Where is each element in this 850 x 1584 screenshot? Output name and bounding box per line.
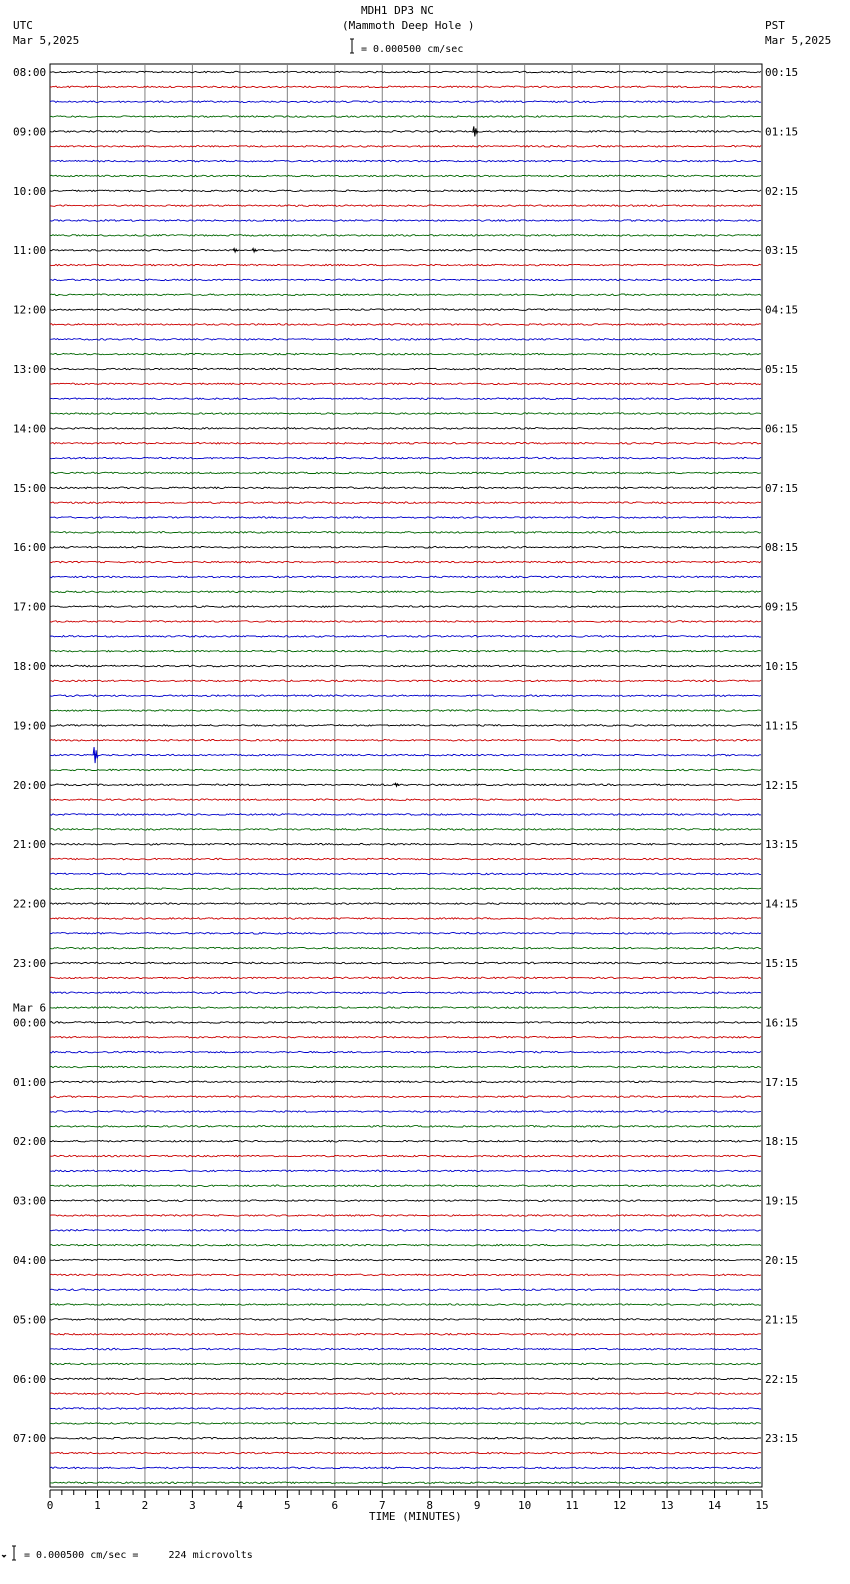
seismic-trace	[50, 220, 761, 222]
utc-hour-label: 13:00	[13, 363, 47, 376]
seismic-trace	[50, 1482, 761, 1484]
pst-hour-label: 04:15	[765, 303, 799, 317]
seismic-trace	[50, 1363, 761, 1365]
x-tick-label: 11	[565, 1499, 579, 1512]
utc-hour-label: 15:00	[13, 481, 47, 495]
pst-hour-label: 22:15	[765, 1372, 799, 1386]
seismic-trace	[50, 1274, 761, 1276]
x-tick-label: 10	[518, 1499, 532, 1512]
seismic-trace	[50, 1185, 761, 1187]
footer-scale-label: = 0.000500 cm/sec = 224 microvolts	[24, 1550, 253, 1561]
pst-hour-label: 07:15	[765, 481, 799, 495]
seismic-trace	[50, 131, 761, 133]
seismic-trace	[50, 1334, 761, 1336]
seismic-trace	[50, 235, 761, 237]
seismic-trace	[50, 710, 761, 712]
seismic-trace	[50, 175, 761, 177]
seismic-trace	[50, 368, 761, 370]
seismic-trace	[50, 1437, 761, 1439]
seismic-trace	[50, 1200, 761, 1202]
seismic-trace	[50, 665, 761, 667]
pst-hour-label: 17:15	[765, 1075, 799, 1089]
utc-hour-label: 09:00	[13, 125, 47, 139]
seismic-trace	[50, 1096, 761, 1098]
right-timezone: PST	[765, 19, 785, 32]
station-title: MDH1 DP3 NC	[361, 4, 434, 17]
seismic-trace	[50, 1230, 761, 1232]
seismic-trace	[50, 829, 761, 831]
seismic-trace	[50, 116, 761, 118]
seismic-trace	[50, 353, 761, 355]
seismic-trace	[50, 576, 761, 578]
pst-hour-label: 08:15	[765, 541, 799, 555]
seismic-trace	[50, 146, 761, 148]
utc-hour-label: 04:00	[13, 1254, 47, 1267]
seismic-trace	[50, 650, 761, 652]
seismic-trace	[50, 873, 761, 875]
pst-hour-label: 16:15	[765, 1016, 799, 1030]
utc-hour-label: 17:00	[13, 600, 47, 614]
pst-hour-label: 20:15	[765, 1254, 799, 1267]
seismic-trace	[50, 858, 761, 860]
seismic-trace	[50, 754, 761, 756]
x-tick-label: 2	[141, 1499, 149, 1512]
pst-hour-label: 00:15	[765, 66, 799, 79]
pst-hour-label: 21:15	[765, 1313, 799, 1327]
plot-frame	[50, 64, 762, 1487]
x-tick-label: 8	[426, 1499, 434, 1512]
seismic-trace	[50, 264, 761, 266]
seismic-trace	[50, 769, 761, 771]
x-tick-label: 4	[236, 1499, 244, 1512]
x-tick-label: 7	[378, 1499, 386, 1512]
seismic-trace	[50, 294, 761, 296]
utc-hour-label: 14:00	[13, 422, 47, 436]
pst-hour-label: 03:15	[765, 244, 799, 258]
pst-hour-label: 23:15	[765, 1432, 799, 1446]
seismic-trace	[50, 309, 761, 311]
date-change-label: Mar 6	[13, 1001, 47, 1015]
x-tick-label: 0	[46, 1499, 54, 1512]
seismic-trace	[50, 487, 761, 489]
seismic-trace	[50, 457, 761, 459]
seismic-trace	[50, 205, 761, 207]
seismic-trace	[50, 740, 761, 742]
seismic-trace	[50, 725, 761, 727]
seismic-trace	[50, 1423, 761, 1425]
utc-hour-label: 10:00	[13, 184, 47, 198]
seismic-trace	[50, 561, 761, 563]
seismic-trace	[50, 428, 761, 430]
seismic-trace	[50, 1348, 761, 1350]
x-tick-label: 9	[473, 1499, 481, 1512]
seismic-trace	[50, 86, 761, 88]
utc-hour-label: 03:00	[13, 1194, 47, 1208]
seismic-trace	[50, 591, 761, 593]
utc-hour-label: 18:00	[13, 660, 47, 673]
pst-hour-label: 12:15	[765, 778, 799, 792]
seismic-trace	[50, 1215, 761, 1217]
seismic-trace	[50, 339, 761, 341]
seismic-trace	[50, 1452, 761, 1454]
seismic-trace	[50, 621, 761, 623]
seismic-trace	[50, 1408, 761, 1410]
seismic-trace	[50, 1111, 761, 1113]
x-tick-label: 13	[660, 1499, 674, 1512]
utc-hour-label: 22:00	[13, 897, 47, 911]
utc-hour-label: 16:00	[13, 541, 47, 555]
footer-marker-icon	[2, 1555, 6, 1557]
seismic-trace	[50, 517, 761, 519]
station-name: (Mammoth Deep Hole )	[342, 19, 475, 32]
utc-hour-label: 19:00	[13, 719, 47, 733]
scale-label: = 0.000500 cm/sec	[361, 44, 464, 55]
seismic-trace	[50, 101, 761, 103]
x-tick-label: 14	[707, 1499, 722, 1512]
seismic-trace	[50, 1007, 761, 1009]
seismic-trace	[50, 680, 761, 682]
seismic-trace	[50, 1051, 761, 1053]
x-tick-label: 1	[94, 1499, 101, 1512]
footer-scale-bar-icon	[12, 1546, 16, 1560]
left-timezone: UTC	[13, 19, 33, 32]
seismic-trace	[50, 502, 761, 504]
seismic-trace	[50, 1170, 761, 1172]
seismic-trace	[50, 1244, 761, 1246]
right-date: Mar 5,2025	[765, 34, 832, 47]
pst-hour-label: 02:15	[765, 184, 799, 198]
seismic-trace	[50, 1081, 761, 1083]
seismic-trace	[50, 249, 761, 251]
utc-hour-label: 20:00	[13, 778, 47, 792]
seismic-trace	[50, 1304, 761, 1306]
pst-hour-label: 15:15	[765, 957, 799, 970]
left-date: Mar 5,2025	[13, 34, 80, 47]
seismic-trace	[50, 888, 761, 890]
seismic-trace	[50, 992, 761, 994]
x-tick-label: 5	[284, 1499, 291, 1512]
seismic-trace	[50, 190, 761, 192]
seismic-trace	[50, 606, 761, 608]
seismic-trace	[50, 279, 761, 281]
utc-hour-label: 00:00	[13, 1016, 47, 1030]
seismic-trace	[50, 977, 761, 979]
utc-hour-label: 11:00	[13, 244, 47, 258]
pst-hour-label: 14:15	[765, 897, 799, 911]
x-tick-label: 3	[189, 1499, 196, 1512]
seismic-trace	[50, 843, 761, 845]
x-tick-label: 12	[612, 1499, 627, 1512]
pst-hour-label: 09:15	[765, 600, 799, 614]
seismic-trace	[50, 1066, 761, 1068]
utc-hour-label: 02:00	[13, 1135, 47, 1149]
scale-bar-icon	[350, 39, 354, 53]
seismic-trace	[50, 1378, 761, 1380]
seismic-trace	[50, 784, 761, 786]
utc-hour-label: 07:00	[13, 1432, 47, 1446]
pst-hour-label: 06:15	[765, 422, 799, 436]
utc-hour-label: 01:00	[13, 1075, 47, 1089]
utc-hour-label: 23:00	[13, 957, 47, 970]
seismic-trace	[50, 71, 761, 73]
seismic-trace	[50, 962, 761, 964]
seismic-trace	[50, 383, 761, 385]
x-tick-label: 6	[331, 1499, 339, 1512]
seismic-trace	[50, 1319, 761, 1321]
seismic-trace	[50, 413, 761, 415]
seismic-trace	[50, 546, 761, 548]
seismic-trace	[50, 947, 761, 949]
seismic-trace	[50, 814, 761, 816]
seismic-trace	[50, 1289, 761, 1291]
seismic-trace	[50, 1393, 761, 1395]
pst-hour-label: 05:15	[765, 363, 799, 376]
pst-hour-label: 18:15	[765, 1135, 799, 1149]
seismic-trace	[50, 1126, 761, 1128]
utc-hour-label: 06:00	[13, 1372, 47, 1386]
seismic-trace	[50, 443, 761, 445]
seismic-trace	[50, 1155, 761, 1157]
seismic-trace	[50, 636, 761, 638]
pst-hour-label: 19:15	[765, 1194, 799, 1208]
x-tick-label: 15	[755, 1499, 769, 1512]
pst-hour-label: 01:15	[765, 125, 799, 139]
seismic-trace	[50, 1037, 761, 1039]
seismic-trace	[50, 398, 761, 400]
seismic-trace	[50, 1259, 761, 1261]
seismic-trace	[50, 695, 761, 697]
utc-hour-label: 05:00	[13, 1313, 47, 1327]
seismic-trace	[50, 1022, 761, 1024]
seismic-trace	[50, 1140, 761, 1142]
seismic-trace	[50, 799, 761, 801]
x-axis-label: TIME (MINUTES)	[369, 1510, 462, 1523]
pst-hour-label: 11:15	[765, 719, 799, 733]
seismic-trace	[50, 903, 761, 905]
pst-hour-label: 10:15	[765, 660, 799, 673]
seismic-trace	[50, 933, 761, 935]
seismic-trace	[50, 532, 761, 534]
seismic-trace	[50, 472, 761, 474]
utc-hour-label: 21:00	[13, 838, 47, 852]
seismic-trace	[50, 160, 761, 162]
seismic-trace	[50, 918, 761, 920]
pst-hour-label: 13:15	[765, 838, 799, 852]
seismic-trace	[50, 324, 761, 326]
utc-hour-label: 12:00	[13, 303, 47, 317]
seismic-trace	[50, 1467, 761, 1469]
utc-hour-label: 08:00	[13, 66, 47, 79]
